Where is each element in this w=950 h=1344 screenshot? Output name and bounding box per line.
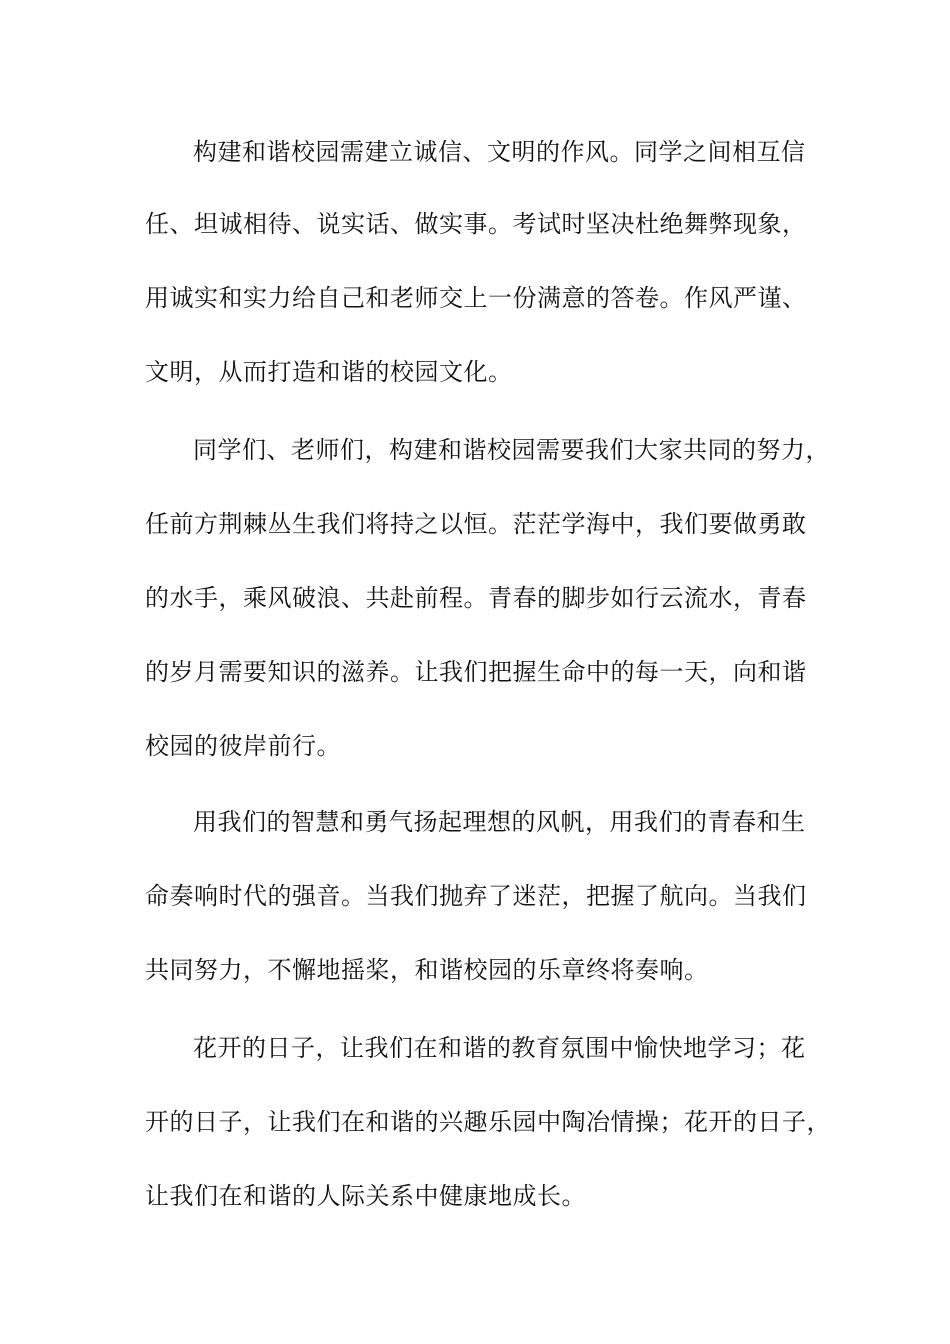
paragraph-1-line-4: 文明，从而打造和谐的校园文化。 xyxy=(145,358,513,386)
paragraph-2-line-2: 任前方荆棘丛生我们将持之以恒。茫茫学海中，我们要做勇敢 xyxy=(145,510,807,538)
paragraph-1-line-3: 用诚实和实力给自己和老师交上一份满意的答卷。作风严谨、 xyxy=(145,284,807,312)
paragraph-4-line-2: 开的日子，让我们在和谐的兴趣乐园中陶冶情操；花开的日子， xyxy=(145,1108,831,1136)
paragraph-1-line-1: 构建和谐校园需建立诚信、文明的作风。同学之间相互信 xyxy=(193,138,806,166)
paragraph-2-line-5: 校园的彼岸前行。 xyxy=(145,732,341,760)
paragraph-2-line-3: 的水手，乘风破浪、共赴前程。青春的脚步如行云流水，青春 xyxy=(145,584,807,612)
paragraph-3-line-2: 命奏响时代的强音。当我们抛弃了迷茫，把握了航向。当我们 xyxy=(145,882,807,910)
paragraph-1-line-2: 任、坦诚相待、说实话、做实事。考试时坚决杜绝舞弊现象， xyxy=(145,210,807,238)
paragraph-3-line-1: 用我们的智慧和勇气扬起理想的风帆，用我们的青春和生 xyxy=(193,808,806,836)
paragraph-3-line-3: 共同努力，不懈地摇桨，和谐校园的乐章终将奏响。 xyxy=(145,956,709,984)
paragraph-4-line-3: 让我们在和谐的人际关系中健康地成长。 xyxy=(145,1182,586,1210)
paragraph-2-line-4: 的岁月需要知识的滋养。让我们把握生命中的每一天，向和谐 xyxy=(145,658,807,686)
paragraph-2-line-1: 同学们、老师们，构建和谐校园需要我们大家共同的努力， xyxy=(193,436,830,464)
paragraph-4-line-1: 花开的日子，让我们在和谐的教育氛围中愉快地学习；花 xyxy=(193,1034,806,1062)
